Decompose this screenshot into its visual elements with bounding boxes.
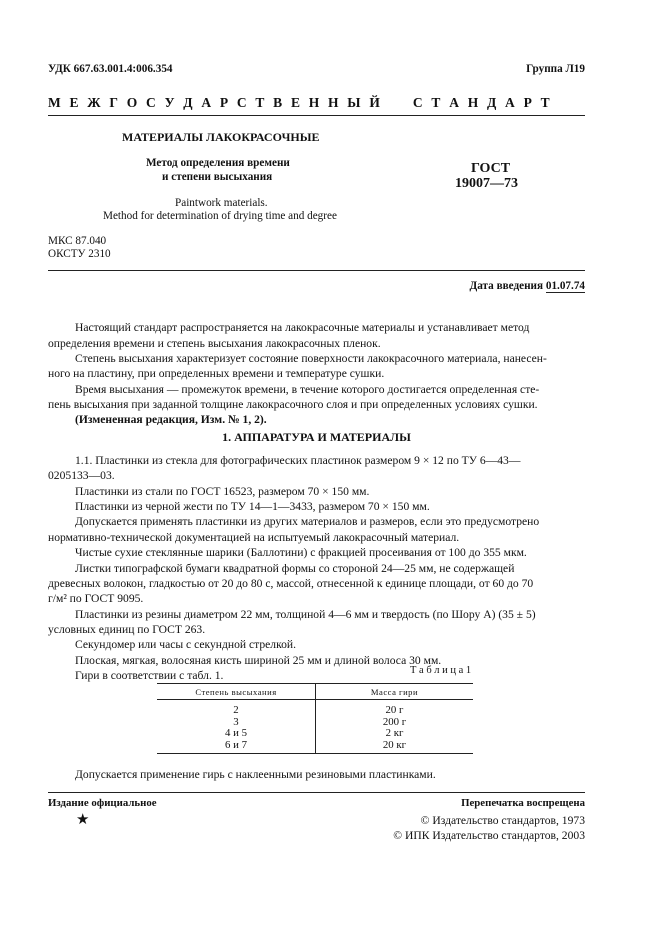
copyright-2003: © ИПК Издательство стандартов, 2003 — [393, 829, 585, 842]
english-title-line1: Paintwork materials. — [175, 197, 268, 209]
table-cell-degree: 2 — [157, 700, 316, 717]
rubber-plates-line1: Пластинки из резины диаметром 22 мм, толщиной 4—6 мм и твердость (по Шору А) (35 ± 5) — [75, 608, 536, 621]
clause-1-1-line2: 0205133—03. — [48, 469, 115, 482]
group-code: Группа Л19 — [526, 63, 585, 75]
table-row — [157, 700, 473, 717]
gost-label: ГОСТ — [471, 161, 511, 176]
table-cell-degree: 4 и 5 — [157, 728, 316, 740]
star-icon: ★ — [76, 810, 90, 828]
intro-p2-line2: ного на пластину, при определенных времени и температуре сушки. — [48, 367, 385, 380]
reprint-prohibited: Перепечатка воспрещена — [461, 797, 585, 809]
table-1 — [157, 683, 473, 754]
intro-p2-line1: Степень высыхания характеризует состояние поверхности лакокрасочного материала, нанесен- — [75, 352, 547, 365]
table-cell-mass: 200 г — [382, 715, 407, 728]
paper-sheets-line1: Листки типографской бумаги квадратной формы со стороной 24—25 мм, не содержащей — [75, 562, 515, 575]
table-cell-degree: 3 — [157, 717, 316, 729]
other-plates-line1: Допускается применять пластинки из других материалов и размеров, если это предусмотрено — [75, 515, 540, 528]
intro-p1-line1: Настоящий стандарт распространяется на лакокрасочные материалы и устанавливает метод — [75, 321, 530, 334]
other-plates-line2: нормативно-технической документацией на испытуемый лакокрасочный материал. — [48, 531, 460, 544]
glass-beads: Чистые сухие стеклянные шарики (Баллотини) с фракцией просеивания от 100 до 355 мкм. — [75, 546, 527, 559]
codes-rule — [48, 270, 585, 271]
udk-code: УДК 667.63.001.4:006.354 — [48, 63, 173, 75]
brush: Плоская, мягкая, волосяная кисть шириной 25 мм и длиной волоса 30 мм. — [75, 654, 442, 667]
intro-date-value: 01.07.74 — [545, 280, 585, 292]
method-title-line1: Метод определения времени — [146, 157, 290, 169]
intro-p3-line2: пень высыхания при заданной толщине лакокрасочного слоя и при определенных условиях сушки. — [48, 398, 538, 411]
copyright-1973: © Издательство стандартов, 1973 — [420, 814, 585, 827]
gost-number: 19007—73 — [455, 176, 518, 191]
table1-caption: Т а б л и ц а 1 — [410, 665, 472, 676]
table-row — [157, 728, 473, 740]
english-title-line2: Method for determination of drying time and degree — [103, 210, 337, 222]
official-edition: Издание официальное — [48, 797, 157, 809]
method-title-line2: и степени высыхания — [162, 171, 273, 183]
table1-col-mass: Масса гири — [316, 684, 474, 700]
table-row — [157, 740, 473, 754]
paper-sheets-line3: г/м² по ГОСТ 9095. — [48, 592, 144, 605]
intro-revision-note: (Измененная редакция, Изм. № 1, 2). — [75, 413, 267, 426]
rubber-weights-note: Допускается применение гирь с наклеенными резиновыми пластинками. — [75, 768, 436, 781]
table1-col-degree: Степень высыхания — [157, 684, 316, 700]
section1-heading: 1. АППАРАТУРА И МАТЕРИАЛЫ — [222, 430, 411, 444]
banner-rule — [48, 115, 585, 116]
doc-title: МАТЕРИАЛЫ ЛАКОКРАСОЧНЫЕ — [122, 130, 320, 144]
steel-plates: Пластинки из стали по ГОСТ 16523, размером 70 × 150 мм. — [75, 485, 370, 498]
table-cell-mass: 2 кг — [385, 727, 404, 739]
okstu-code: ОКСТУ 2310 — [48, 248, 111, 260]
rubber-plates-line2: условных единиц по ГОСТ 263. — [48, 623, 206, 636]
paper-sheets-line2: древесных волокон, гладкостью от 20 до 80 с, массой, отнесенной к единице площади, от 60 до 70 — [48, 577, 534, 590]
mks-code: МКС 87.040 — [48, 235, 107, 247]
table-cell-mass: 20 г — [385, 704, 404, 716]
table-cell-mass: 20 кг — [316, 740, 474, 754]
table-row — [157, 717, 473, 729]
stopwatch: Секундомер или часы с секундной стрелкой. — [75, 638, 297, 651]
standard-banner: М Е Ж Г О С У Д А Р С Т В Е Н Н Ы Й С Т А Н Д А Р Т — [48, 95, 553, 110]
clause-1-1-line1: 1.1. Пластинки из стекла для фотографических пластинок размером 9 × 12 по ТУ 6—43— — [75, 454, 521, 467]
footer-rule — [48, 792, 585, 793]
intro-date-label: Дата введения — [469, 280, 544, 292]
intro-date — [470, 280, 585, 292]
intro-p1-line2: определения времени и степень высыхания лакокрасочных пленок. — [48, 337, 381, 350]
tin-plates: Пластинки из черной жести по ТУ 14—1—3433, размером 70 × 150 мм. — [75, 500, 430, 513]
weights: Гири в соответствии с табл. 1. — [75, 669, 224, 682]
table-cell-degree: 6 и 7 — [157, 740, 316, 754]
intro-p3-line1: Время высыхания — промежуток времени, в течение которого достигается определенная сте- — [75, 383, 540, 396]
